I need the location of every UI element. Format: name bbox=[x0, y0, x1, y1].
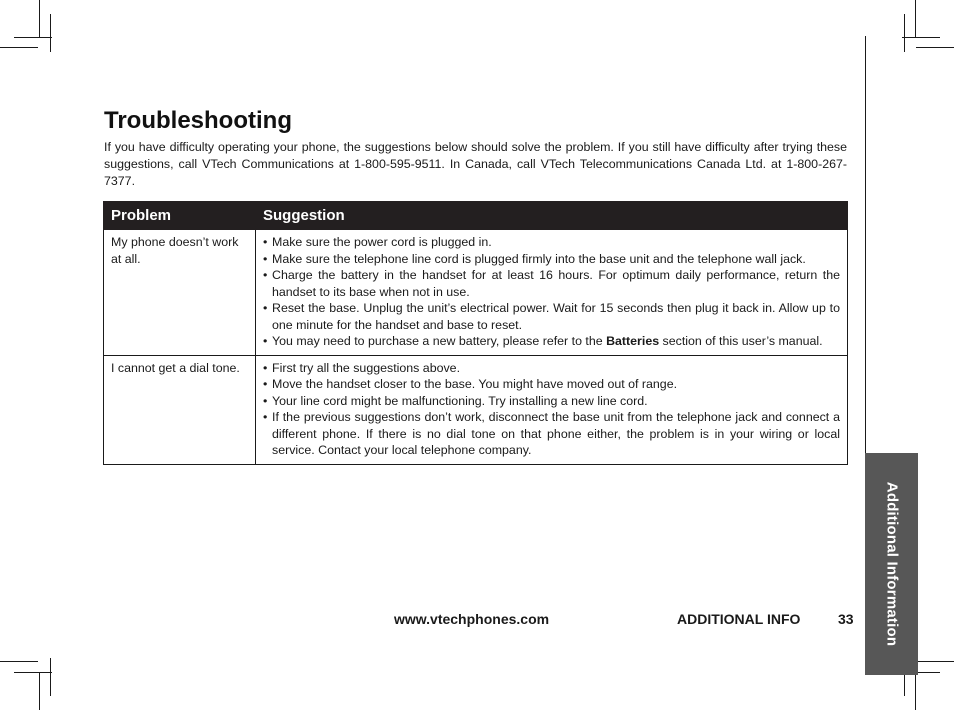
margin-rule bbox=[865, 36, 866, 456]
batteries-reference: Batteries bbox=[606, 334, 660, 348]
list-item bbox=[263, 376, 840, 393]
list-item bbox=[263, 234, 840, 251]
page-title: Troubleshooting bbox=[104, 107, 292, 134]
side-tab-label: Additional Information bbox=[883, 481, 900, 647]
crop-mark bbox=[0, 661, 38, 662]
suggestion-text: First try all the suggestions above. bbox=[272, 360, 461, 375]
suggestion-cell bbox=[256, 355, 848, 464]
crop-mark bbox=[14, 37, 52, 38]
column-header-problem: Problem bbox=[104, 202, 256, 230]
suggestion-text-part: You may need to purchase a new battery, please refer to the bbox=[272, 334, 607, 348]
crop-mark bbox=[904, 14, 905, 52]
list-item bbox=[263, 300, 840, 333]
suggestion-text: Move the handset closer to the base. You might have moved out of range. bbox=[272, 377, 678, 391]
suggestion-list bbox=[263, 360, 840, 459]
suggestion-text-part: section of this user’s manual. bbox=[659, 334, 823, 348]
column-header-suggestion: Suggestion bbox=[256, 202, 848, 230]
list-item bbox=[263, 267, 840, 300]
crop-mark bbox=[50, 14, 51, 52]
problem-cell: My phone doesn’t work at all. bbox=[104, 230, 256, 356]
bullet: • bbox=[263, 301, 268, 315]
crop-mark bbox=[39, 0, 40, 38]
crop-mark bbox=[0, 47, 38, 48]
bullet: • bbox=[263, 235, 268, 249]
crop-mark bbox=[915, 672, 916, 710]
list-item bbox=[263, 333, 840, 350]
bullet: • bbox=[263, 360, 268, 375]
table-row bbox=[104, 355, 848, 464]
bullet: • bbox=[263, 268, 268, 282]
list-item bbox=[263, 251, 840, 268]
crop-mark bbox=[14, 672, 52, 673]
intro-paragraph: If you have difficulty operating your phone, the suggestions below should solve the problem. If you still have difficulty after trying these suggestions, call VTech Communications at 1-800-595-9511. In Canada, call VTech Telecommunications Canada Ltd. at 1-800-267-7377. bbox=[104, 140, 847, 188]
footer-section: ADDITIONAL INFO bbox=[677, 611, 801, 627]
suggestion-text: Charge the battery in the handset for at least 16 hours. For optimum daily performance, return the handset to its base when not in use. bbox=[272, 268, 840, 299]
bullet: • bbox=[263, 393, 268, 408]
crop-mark bbox=[902, 37, 940, 38]
bullet: • bbox=[263, 377, 268, 391]
suggestion-list bbox=[263, 234, 840, 350]
list-item bbox=[263, 409, 840, 459]
table-header-row bbox=[104, 202, 848, 230]
suggestion-text: Make sure the telephone line cord is plugged firmly into the base unit and the telephone wall jack. bbox=[272, 251, 806, 266]
footer-website[interactable]: www.vtechphones.com bbox=[394, 611, 550, 627]
suggestion-text: Reset the base. Unplug the unit’s electrical power. Wait for 15 seconds then plug it back in. Allow up to one minute for the handset and base to reset. bbox=[272, 301, 840, 332]
suggestion-text: Make sure the power cord is plugged in. bbox=[272, 235, 492, 249]
list-item bbox=[263, 393, 840, 410]
suggestion-text: If the previous suggestions don’t work, disconnect the base unit from the telephone jack and connect a different phone. If there is no dial tone on that phone either, the problem is in your wiring or local service. Contact your local telephone company. bbox=[272, 410, 840, 457]
bullet: • bbox=[263, 334, 268, 348]
page-content bbox=[104, 107, 847, 190]
suggestion-cell bbox=[256, 230, 848, 356]
crop-mark bbox=[915, 0, 916, 38]
crop-mark bbox=[916, 47, 954, 48]
crop-mark bbox=[39, 672, 40, 710]
suggestion-text bbox=[272, 334, 823, 348]
problem-cell: I cannot get a dial tone. bbox=[104, 355, 256, 464]
crop-mark bbox=[916, 661, 954, 662]
bullet: • bbox=[263, 410, 268, 424]
bullet: • bbox=[263, 251, 268, 266]
page-number: 33 bbox=[838, 611, 854, 627]
table-row bbox=[104, 230, 848, 356]
crop-mark bbox=[50, 658, 51, 696]
list-item bbox=[263, 360, 840, 377]
section-side-tab bbox=[865, 453, 918, 675]
suggestion-text: Your line cord might be malfunctioning. Try installing a new line cord. bbox=[272, 393, 648, 408]
troubleshooting-table bbox=[103, 201, 848, 465]
